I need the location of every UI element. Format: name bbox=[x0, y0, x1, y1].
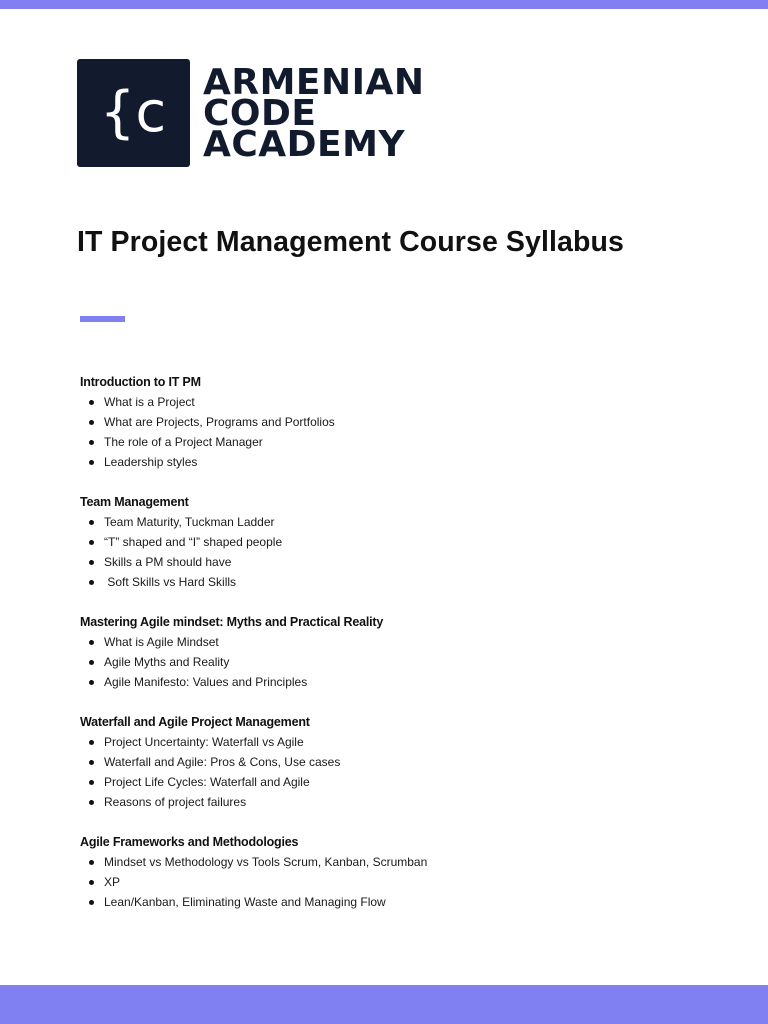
syllabus-sections bbox=[80, 372, 720, 932]
topic-item bbox=[80, 392, 720, 412]
bullet-icon bbox=[89, 560, 94, 565]
bottom-accent-bar bbox=[0, 985, 768, 1024]
topic-item bbox=[80, 652, 720, 672]
syllabus-section bbox=[80, 832, 720, 912]
topic-text: Reasons of project failures bbox=[104, 795, 247, 809]
topic-item bbox=[80, 552, 720, 572]
topic-item bbox=[80, 572, 720, 592]
topic-item bbox=[80, 852, 720, 872]
title-accent-line bbox=[80, 316, 125, 322]
topic-text: Team Maturity, Tuckman Ladder bbox=[104, 515, 275, 529]
topic-text: The role of a Project Manager bbox=[104, 435, 263, 449]
topic-item bbox=[80, 672, 720, 692]
logo-line-1: ARMENIAN bbox=[203, 61, 425, 103]
syllabus-section bbox=[80, 712, 720, 812]
syllabus-section bbox=[80, 372, 720, 472]
bullet-icon bbox=[89, 660, 94, 665]
topic-text: Soft Skills vs Hard Skills bbox=[104, 575, 237, 589]
section-title: Mastering Agile mindset: Myths and Practical Reality bbox=[80, 615, 384, 629]
bullet-icon bbox=[89, 880, 94, 885]
bullet-icon bbox=[89, 400, 94, 405]
topic-text: XP bbox=[104, 875, 121, 889]
bullet-icon bbox=[89, 460, 94, 465]
topic-item bbox=[80, 792, 720, 812]
bullet-icon bbox=[89, 540, 94, 545]
section-title: Agile Frameworks and Methodologies bbox=[80, 835, 299, 849]
topic-list bbox=[80, 392, 720, 472]
topic-text: Lean/Kanban, Eliminating Waste and Managing Flow bbox=[104, 895, 386, 909]
bullet-icon bbox=[89, 860, 94, 865]
topic-item bbox=[80, 872, 720, 892]
topic-item bbox=[80, 752, 720, 772]
topic-text: Project Uncertainty: Waterfall vs Agile bbox=[104, 735, 304, 749]
bullet-icon bbox=[89, 780, 94, 785]
section-title: Introduction to IT PM bbox=[80, 375, 201, 389]
topic-text: What is Agile Mindset bbox=[104, 635, 219, 649]
bullet-icon bbox=[89, 580, 94, 585]
bullet-icon bbox=[89, 640, 94, 645]
bullet-icon bbox=[89, 800, 94, 805]
topic-item bbox=[80, 532, 720, 552]
topic-item bbox=[80, 512, 720, 532]
svg-text:{c: {c bbox=[99, 80, 167, 145]
logo bbox=[77, 59, 425, 167]
section-title: Waterfall and Agile Project Management bbox=[80, 715, 310, 729]
logo-line-3: ACADEMY bbox=[203, 123, 406, 165]
topic-item bbox=[80, 432, 720, 452]
bullet-icon bbox=[89, 440, 94, 445]
topic-text: What is a Project bbox=[104, 395, 195, 409]
top-accent-bar bbox=[0, 0, 768, 9]
topic-text: Skills a PM should have bbox=[104, 555, 232, 569]
topic-item bbox=[80, 892, 720, 912]
topic-item bbox=[80, 772, 720, 792]
topic-text: Mindset vs Methodology vs Tools Scrum, Kanban, Scrumban bbox=[104, 855, 428, 869]
logo-mark-glyph bbox=[77, 59, 190, 167]
page-title: IT Project Management Course Syllabus bbox=[77, 226, 624, 258]
topic-list bbox=[80, 632, 720, 692]
topic-list bbox=[80, 512, 720, 592]
bullet-icon bbox=[89, 900, 94, 905]
bullet-icon bbox=[89, 680, 94, 685]
topic-text: Agile Myths and Reality bbox=[104, 655, 230, 669]
topic-item bbox=[80, 452, 720, 472]
bullet-icon bbox=[89, 420, 94, 425]
topic-text: Project Life Cycles: Waterfall and Agile bbox=[104, 775, 310, 789]
topic-list bbox=[80, 852, 720, 912]
section-title: Team Management bbox=[80, 495, 189, 509]
topic-text: Waterfall and Agile: Pros & Cons, Use cases bbox=[104, 755, 341, 769]
topic-text: Agile Manifesto: Values and Principles bbox=[104, 675, 308, 689]
topic-item bbox=[80, 732, 720, 752]
bullet-icon bbox=[89, 760, 94, 765]
logo-mark bbox=[77, 59, 190, 167]
topic-list bbox=[80, 732, 720, 812]
logo-wordmark bbox=[203, 61, 425, 165]
bullet-icon bbox=[89, 740, 94, 745]
logo-line-2: CODE bbox=[203, 92, 317, 134]
bullet-icon bbox=[89, 520, 94, 525]
syllabus-section bbox=[80, 612, 720, 692]
topic-text: What are Projects, Programs and Portfolios bbox=[104, 415, 335, 429]
syllabus-section bbox=[80, 492, 720, 592]
topic-item bbox=[80, 412, 720, 432]
topic-text: Leadership styles bbox=[104, 455, 198, 469]
topic-text: “T” shaped and “I” shaped people bbox=[104, 535, 283, 549]
topic-item bbox=[80, 632, 720, 652]
